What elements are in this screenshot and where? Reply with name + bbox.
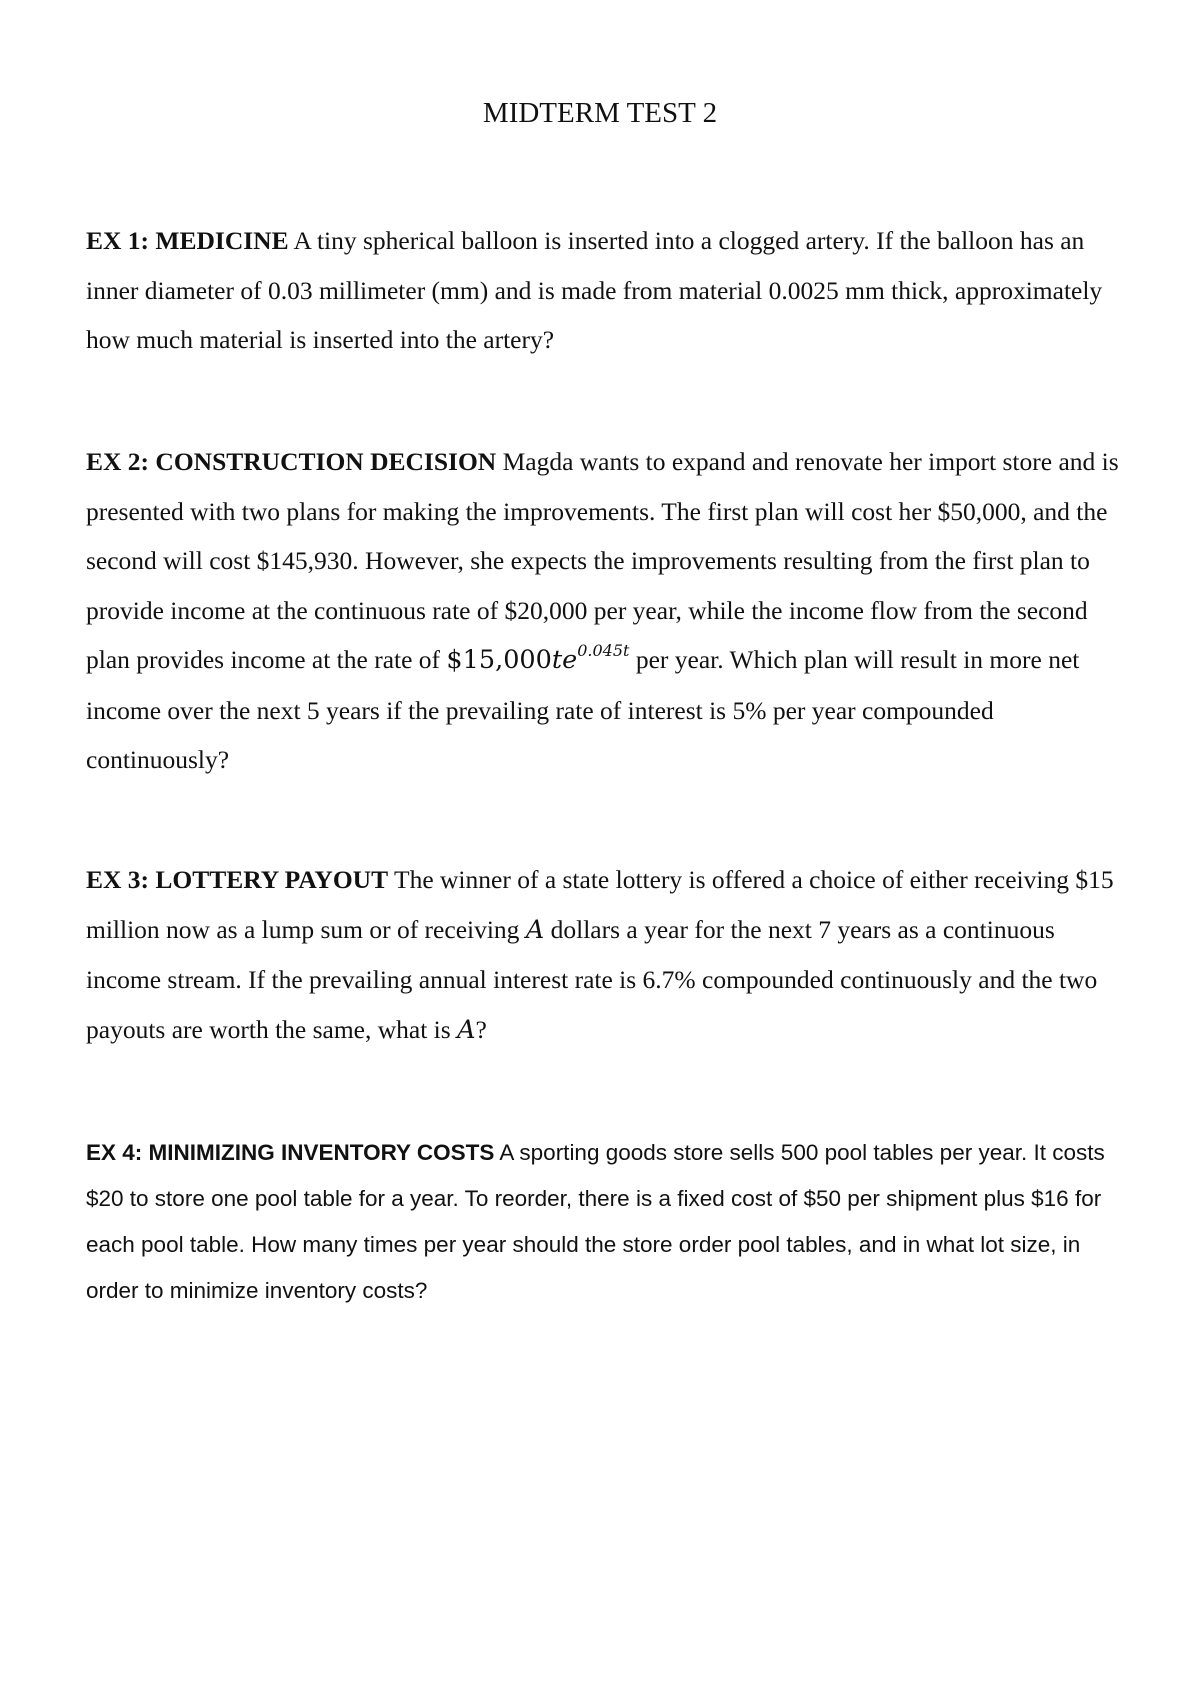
exercise-2-heading: EX 2: CONSTRUCTION DECISION: [86, 447, 497, 476]
exercise-1: [86, 216, 1126, 365]
exercise-2-math-base: $15,000: [446, 645, 552, 675]
exercise-1-text: A tiny spherical balloon is inserted into a clogged artery. If the balloon has an inner diameter of 0.03 millimeter (mm) and is made from material 0.0025 mm thick, approximately how much material is inserted into the artery?: [86, 226, 1103, 354]
exercise-4-heading: EX 4: MINIMIZING INVENTORY COSTS: [86, 1140, 495, 1165]
exercise-3-var-a-2: A: [457, 1014, 476, 1045]
exercise-3-var-a: A: [525, 914, 545, 945]
exercise-2-math-exponent: 0.045t: [577, 641, 630, 660]
page-title: MIDTERM TEST 2: [482, 97, 718, 129]
exercise-2: [86, 437, 1126, 785]
exercise-4-text: A sporting goods store sells 500 pool tables per year. It costs $20 to store one pool table for a year. To reorder, there is a fixed cost of $50 per shipment plus $16 for each pool table. How many times per year should the store order pool tables, and in what lot size, in order to minimize inventory costs?: [86, 1140, 1105, 1303]
exercise-3-text-2: dollars a year for the next 7 years as a continuous income stream. If the prevailing annual interest rate is 6.7% compounded continuously and the two payouts are worth the same, what is: [86, 914, 1098, 1044]
exercise-2-math-var: te: [551, 645, 578, 675]
exercise-4: [86, 1130, 1126, 1314]
exercise-1-heading: EX 1: MEDICINE: [86, 226, 289, 255]
exercise-2-text-after: per year. Which plan will result in more net income over the next 5 years if the prevailing rate of interest is 5% per year compounded continuously?: [86, 645, 1080, 774]
exercise-3-heading: EX 3: LOTTERY PAYOUT: [86, 865, 389, 894]
exercise-2-text-before: Magda wants to expand and renovate her import store and is presented with two plans for making the improvements. The first plan will cost her $50,000, and the second will cost $145,930. However, she expects the improvements resulting from the first plan to provide income at the continuous rate of $20,000 per year, while the income flow from the second plan provides income at the rate of: [86, 447, 1119, 674]
exercise-3: [86, 855, 1126, 1055]
exercise-3-text-1: The winner of a state lottery is offered a choice of either receiving $15 million now as a lump sum or of receiving: [86, 865, 1114, 944]
exercise-3-text-3: ?: [475, 1014, 487, 1044]
